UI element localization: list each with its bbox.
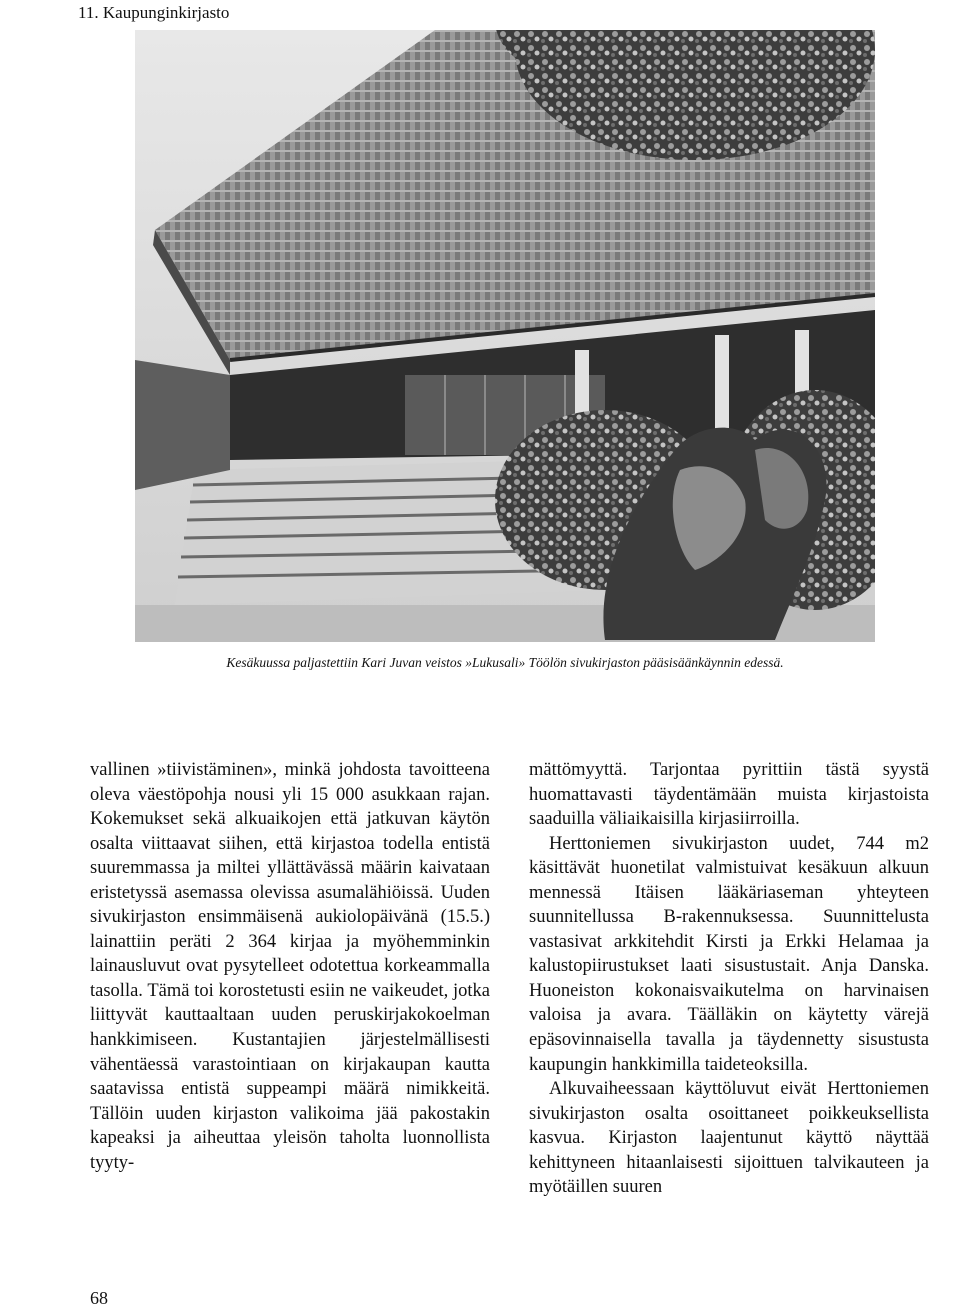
paragraph: mättömyyttä. Tarjontaa pyrittiin tästä syystä huomattavasti täydentämään muista kirjastoista saaduilla väliaikaisilla kirjasiirroilla. bbox=[529, 760, 929, 830]
paragraph: Alkuvaiheessaan käyttöluvut eivät Herttoniemen sivukirjaston osalta osoittaneet poikkeuksellista kasvua. Kirjaston laajentunut käyttö näyttää kehittyneen hitaanlaisesti sijoittuen talvikauteen ja myötäillen suuren bbox=[529, 1079, 929, 1198]
running-header: 11. Kaupunginkirjasto bbox=[78, 3, 230, 22]
library-photo bbox=[135, 30, 875, 642]
left-column bbox=[90, 758, 490, 1175]
right-column bbox=[529, 758, 929, 1200]
page-number: 68 bbox=[90, 1288, 108, 1308]
photo-caption: Kesäkuussa paljastettiin Kari Juvan veistos »Lukusali» Töölön sivukirjaston pääsisäänkäynnin edessä. bbox=[226, 655, 784, 670]
paragraph: Herttoniemen sivukirjaston uudet, 744 m2 käsittävät huonetilat valmistuivat kesäkuun alkuun mennessä Itäisen lääkäriaseman yhteyteen suunnitellussa B-rakennuksessa. Suunnittelusta vastasivat arkkitehdit Kirsti ja Erkki Helamaa ja kalustopiirustukset laati sisustustait. Anja Danska. Huoneiston kokonaisvaikutelma on harvinaisen valoisa ja avara. Täälläkin on käytetty värejä epäsovinnaisella tavalla ja täydennetty sisustusta kaupungin hankkimilla taideteoksilla. bbox=[529, 833, 929, 1075]
paragraph: vallinen »tiivistäminen», minkä johdosta tavoitteena oleva väestöpohja nousi yli 15 000 asukkaan rajan. Kokemukset sekä alkuaikojen että jatkuvan käytön osalta viittaavat siihen, että kirjastoa todella entistä suuremmassa ja miltei yllättävässä määrin kaivataan eristetyssä asemassa olevissa asumalähiöissä. Uuden sivukirjaston ensimmäisenä aukiolopäivänä (15.5.) lainattiin peräti 2 364 kirjaa ja myöhemminkin lainausluvut ovat pysytelleet odotettua korkeammalla tasolla. Tämä toi korostetusti esiin ne vaikeudet, jotka liittyvät kauttaaltaan uuden peruskirjakokoelman hankkimiseen. Kustantajien järjestelmällisesti vähentäessä varastointiaan on kirjakaupan kautta saatavissa entistä suppeampi määrä nimikkeitä. Tällöin uuden kirjaston valikoima jää pakostakin kapeaksi ja aiheuttaa yleisön taholta luonnollista tyyty- bbox=[90, 760, 490, 1173]
